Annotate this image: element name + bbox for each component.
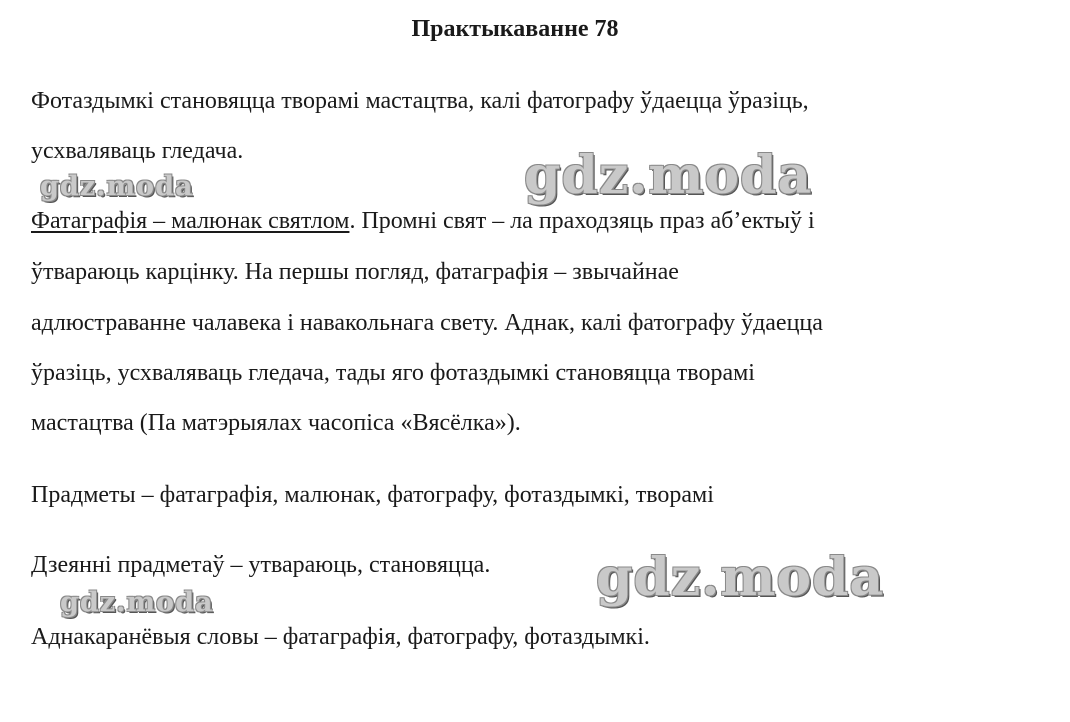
subjects-line: Прадметы – фатаграфія, малюнак, фатографу, фотаздымкі, творамі [31, 482, 714, 508]
watermark-small-top: gdz.moda [40, 171, 194, 202]
paragraph2-line4: ўразіць, усхваляваць гледача, тады яго фотаздымкі становяцца творамі [31, 360, 755, 386]
watermark-small-bottom: gdz.moda [60, 587, 214, 618]
paragraph2-line1 [31, 206, 815, 236]
cognates-line: Аднакаранёвыя словы – фатаграфія, фатографу, фотаздымкі. [31, 624, 650, 650]
watermark-big-top: gdz.moda [524, 145, 813, 206]
paragraph1-line1: Фотаздымкі становяцца творамі мастацтва, калі фатографу ўдаецца ўразіць, [31, 88, 809, 114]
paragraph2-line2: ўтвараюць карцінку. На першы погляд, фатаграфія – звычайнае [31, 259, 679, 285]
paragraph2-line3: адлюстраванне чалавека і навакольнага свету. Аднак, калі фатографу ўдаецца [31, 310, 823, 336]
paragraph2-line5: мастацтва (Па матэрыялах часопіса «Вясёлка»). [31, 410, 521, 436]
watermark-big-bottom: gdz.moda [596, 547, 885, 608]
definition-underlined: Фатаграфія – малюнак святлом [31, 208, 350, 234]
actions-line: Дзеянні прадметаў – утвараюць, становяцца. [31, 552, 491, 578]
paragraph1-line2: усхваляваць гледача. [31, 138, 244, 164]
paragraph2-line1-rest: . Промні свят – ла праходзяць праз аб’ектыў і [349, 208, 815, 234]
page-title: Практыкаванне 78 [411, 16, 619, 42]
